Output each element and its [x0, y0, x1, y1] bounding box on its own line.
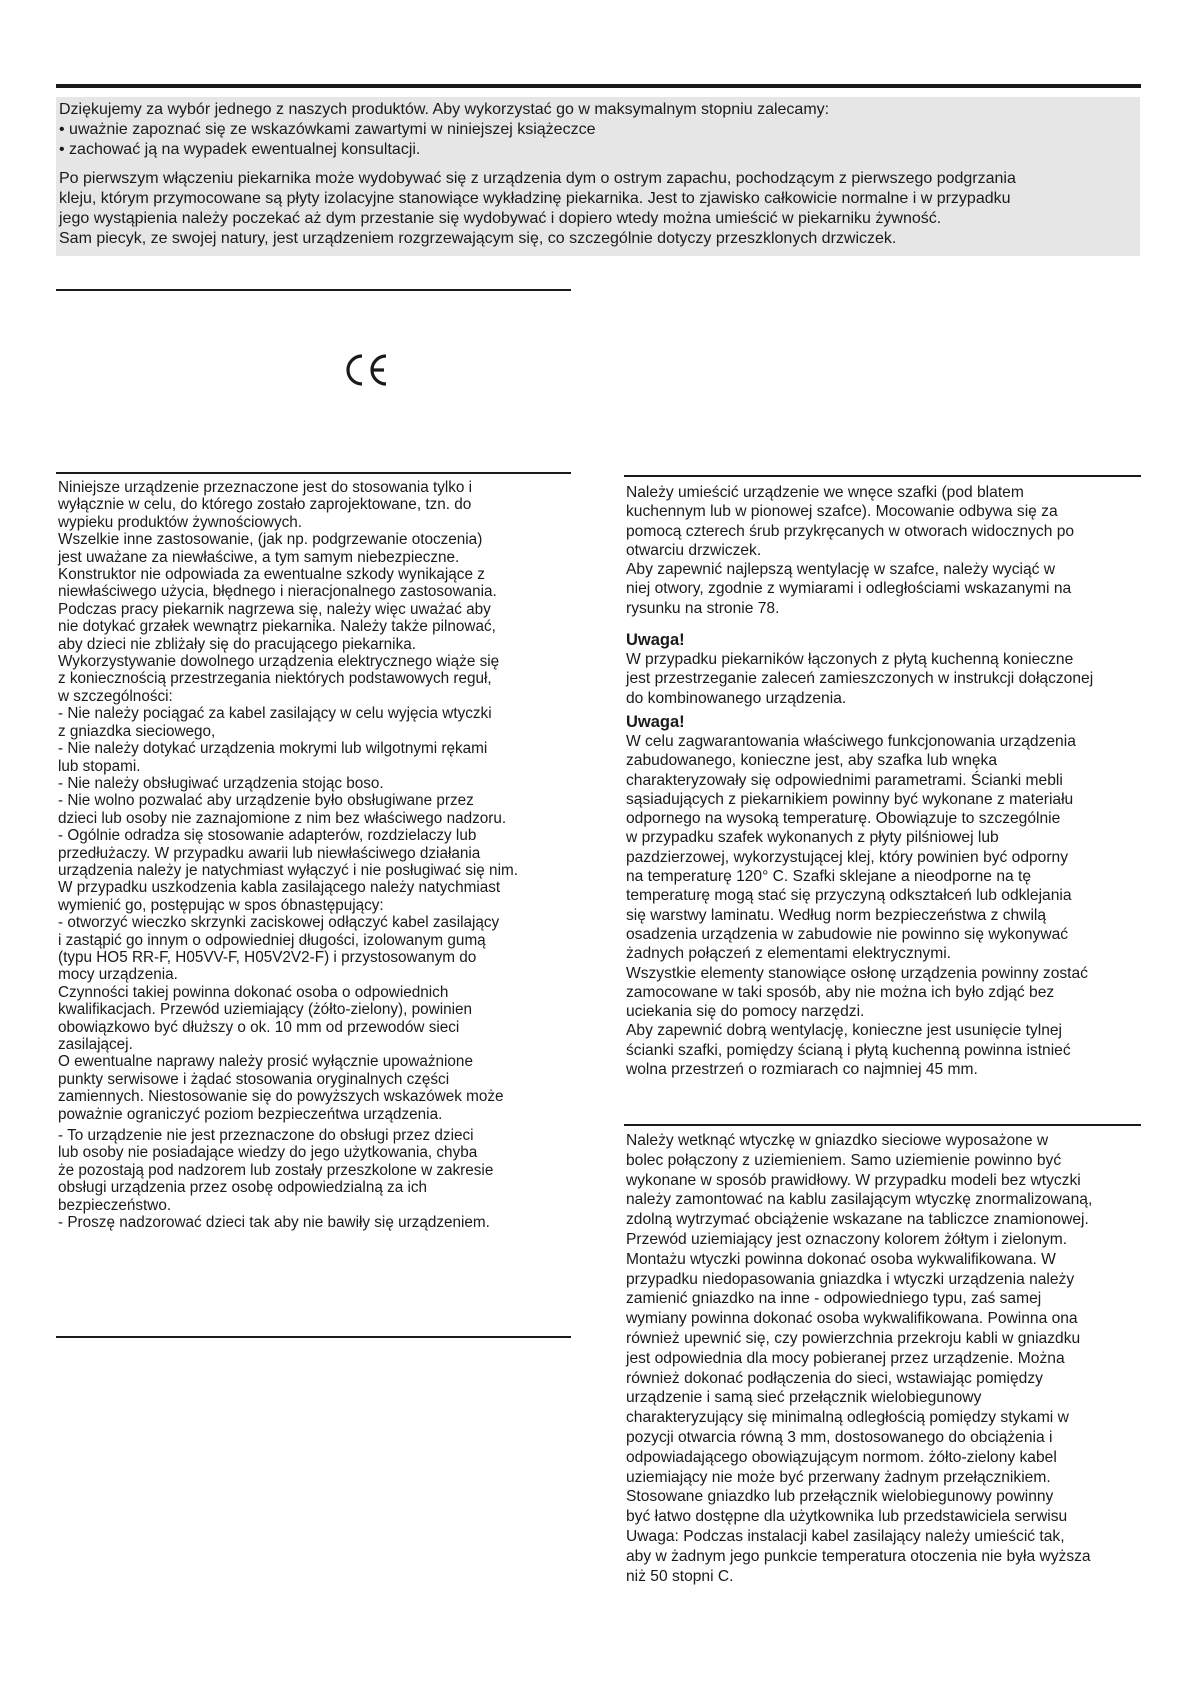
warning2-title: Uwaga!: [626, 712, 685, 731]
warning1-text: W przypadku piekarników łączonych z płytą kuchenną konieczne jest przestrzeganie zaleceń zamieszczonych w instrukcji dołączonej do kombinowanego urządzenia.: [626, 651, 1094, 707]
section-rule-safety: [56, 472, 571, 474]
safety-column: [58, 479, 580, 1231]
safety-children-text: - To urządzenie nie jest przeznaczone do obsługi przez dzieci lub osoby nie posiadające wiedzy do jego użytkowania, chyba że pozostają pod nadzorem lub zostały przeszkolone w zakresie obsługi urządzenia przez osobę odpowiedzialną za ich bezpieczeństwo. - Proszę nadzorować dzieci tak aby nie bawiły się urządzeniem.: [58, 1127, 494, 1232]
section-rule-electrical: [624, 1124, 1141, 1126]
top-rule: [56, 84, 1141, 88]
intro-thanks-text: Dziękujemy za wybór jednego z naszych produktów. Aby wykorzystać go w maksymalnym stopniu zalecamy: • uważnie zapoznać się ze wskazówkami zawartymi w niniejszej książeczce • zachować ją na wypadek ewentualnej konsultacji.: [59, 101, 830, 158]
electrical-column: [626, 1131, 1148, 1586]
section-rule-ce: [56, 289, 571, 291]
warning2-text: W celu zagwarantowania właściwego funkcjonowania urządzenia zabudowanego, konieczne jest, aby szafka lub wnęka charakteryzowały się odpowiednimi parametrami. Ścianki mebli sąsiadujących z piekarnikiem powinny być wykonane z materiału odpornego na wysoką temperaturę. Obowiązuje to szczególnie w przypadku szafek wykonanych z płyty pilśniowej lub pazdzierzowej, wykorzystującej klej, który powinien być odporny na temperaturę 120° C. Szafki sklejane a nieodporne na tę temperaturę mogą stać się przyczyną odkształceń lub odklejania się warstwy laminatu. Według norm bezpieczeństwa z chwilą osadzenia urządzenia w zabudowie nie powinno się wykonywać żadnych połączeń z elementami elektrycznymi. Wszystkie elementy stanowiące osłonę urządzenia powinny zostać zamocowane w taki sposób, aby nie można ich było zdjąć bez uciekania się do pomocy narzędzi. Aby zapewnić dobrą wentylację, konieczne jest usunięcie tylnej ścianki szafki, pomiędzy ścianą i płytą kuchenną powinna istnieć wolna przestrzeń o rozmiarach co najmniej 45 mm.: [626, 732, 1088, 1079]
safety-text: Niniejsze urządzenie przeznaczone jest do stosowania tylko i wyłącznie w celu, do którego zostało zaprojektowane, tzn. do wypieku produktów żywnościowych. Wszelkie inne zastosowanie, (jak np. podgrzewanie otoczenia) jest uważane za niewłaściwe, a tym samym niebezpieczne. Konstruktor nie odpowiada za ewentualne szkody wynikające z niewłaściwego użycia, błędnego i nieracjonalnego zastosowania. Podczas pracy piekarnik nagrzewa się, należy więc uważać aby nie dotykać grzałek wewnątrz piekarnika. Należy także pilnować, aby dzieci nie zbliżały się do pracującego piekarnika. Wykorzystywanie dowolnego urządzenia elektrycznego wiąże się z koniecznością przestrzegania niektórych podstawowych reguł, w szczególności: - Nie należy pociągać za kabel zasilający w celu wyjęcia wtyczki z gniazdka sieciowego, - Nie należy dotykać urządzenia mokrymi lub wilgotnymi rękami lub stopami. - Nie należy obsługiwać urządzenia stojąc boso. - Nie wolno pozwalać aby urządzenie było obsługiwane przez dzieci lub osoby nie zaznajomione z nim bez właściwego nadzoru. - Ogólnie odradza się stosowanie adapterów, rozdzielaczy lub przedłużaczy. W przypadku awarii lub niewłaściwego działania urządzenia należy je natychmiast wyłączyć i nie posługiwać się nim. W przypadku uszkodzenia kabla zasilającego należy natychmiast wymienić go, postępując w spos óbnastępujący: - otworzyć wieczko skrzynki zaciskowej odłączyć kabel zasilający i zastąpić go innym o odpowiedniej długości, izolowanym gumą (typu HO5 RR-F, H05VV-F, H05V2V2-F) i przystosowanym do mocy urządzenia. Czynności takiej powinna dokonać osoba o odpowiednich kwalifikacjach. Przewód uziemiający (żółto-zielony), powinien obowiązkowo być dłuższy o ok. 10 mm od przewodów sieci zasilającej. O ewentualne naprawy należy prosić wyłącznie upoważnione punkty serwisowe i żądać stosowania oryginalnych części zamiennych. Niestosowanie się do powyższych wskazówek może poważnie ograniczyć poziom bezpieczeńtwa urządzenia.: [58, 479, 518, 1123]
ce-mark-icon: [342, 350, 392, 390]
installation-column: [626, 483, 1148, 1079]
section-rule-left-bottom: [56, 1336, 571, 1338]
intro-first-use-text: Po pierwszym włączeniu piekarnika może wydobywać się z urządzenia dym o ostrym zapachu, pochodzącym z pierwszego podgrzania kleju, którym przymocowane są płyty izolacyjne stanowiące wykładzinę piekarnika. Jest to zjawisko całkowicie normalne i w przypadku jego wystąpienia należy poczekać aż dym przestanie się wydobywać i dopiero wtedy można umieścić w piekarniku żywność. Sam piecyk, ze swojej natury, jest urządzeniem rozgrzewającym się, co szczególnie dotyczy przeszklonych drzwiczek.: [59, 170, 1016, 247]
section-rule-installation: [624, 475, 1141, 477]
installation-text: Należy umieścić urządzenie we wnęce szafki (pod blatem kuchennym lub w pionowej szafce). Mocowanie odbywa się za pomocą czterech śrub przykręcanych w otworach widocznych po otwarciu drzwiczek. Aby zapewnić najlepszą wentylację w szafce, należy wyciąć w niej otwory, zgodnie z wymiarami i odległościami wskazanymi na rysunku na stronie 78.: [626, 484, 1075, 617]
warning1-title: Uwaga!: [626, 631, 685, 650]
intro-box: [56, 97, 1140, 256]
electrical-text: Należy wetknąć wtyczkę w gniazdko sieciowe wyposażone w bolec połączony z uziemieniem. Samo uziemienie powinno być wykonane w sposób prawidłowy. W przypadku modeli bez wtyczki należy zamontować na kablu zasilającym wtyczkę znormalizowaną, zdolną wytrzymać obciążenie wskazane na tabliczce znamionowej. Przewód uziemiający jest oznaczony kolorem żółtym i zielonym. Montażu wtyczki powinna dokonać osoba wykwalifikowana. W przypadku niedopasowania gniazdka i wtyczki urządzenia należy zamienić gniazdko na inne - odpowiedniego typu, zaś samej wymiany powinna dokonać osoba wykwalifikowana. Powinna ona również upewnić się, czy powierzchnia przekroju kabli w gniazdku jest odpowiednia dla mocy pobieranej przez urządzenie. Można również dokonać podłączenia do sieci, wstawiając pomiędzy urządzenie i samą sieć przełącznik wielobiegunowy charakteryzujący się minimalną odległością pomiędzy stykami w pozycji otwarcia równą 3 mm, dostosowanego do obciążenia i odpowiadającego obowiązującym normom. żółto-zielony kabel uziemiający nie może być przerwany żadnym przełącznikiem. Stosowane gniazdko lub przełącznik wielobiegunowy powinny być łatwo dostępne dla użytkownika lub przedstawiciela serwisu Uwaga: Podczas instalacji kabel zasilający należy umieścić tak, aby w żadnym jego punkcie temperatura otoczenia nie była wyższa niż 50 stopni C.: [626, 1132, 1093, 1585]
